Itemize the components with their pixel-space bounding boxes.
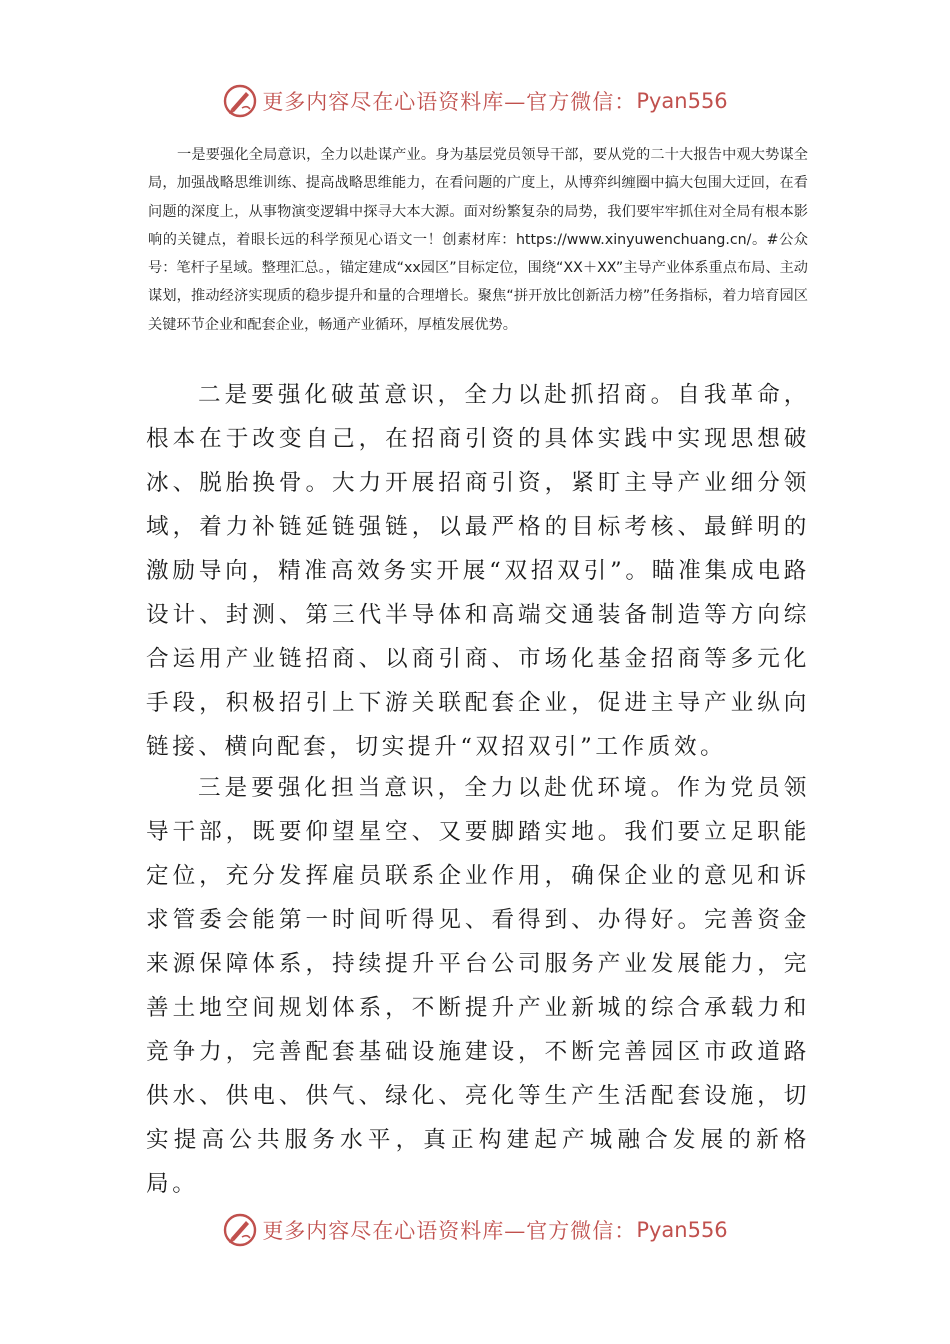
pen-logo-icon <box>222 83 258 119</box>
paragraph-3: 三是要强化担当意识，全力以赴优环境。作为党员领导干部，既要仰望星空、又要脚踏实地。我们要立足职能定位，充分发挥雇员联系企业作用，确保企业的意见和诉求管委会能第一时间听得见、看得到、办得好。完善资金来源保障体系，持续提升平台公司服务产业发展能力，完善土地空间规划体系，不断提升产业新城的综合承载力和竞争力，完善配套基础设施建设，不断完善园区市政道路供水、供电、供气、绿化、亮化等生产生活配套设施，切实提高公共服务水平，真正构建起产城融合发展的新格局。 <box>146 775 810 1197</box>
banner-text: 更多内容尽在心语资料库—官方微信： <box>262 1219 637 1243</box>
pen-logo-icon <box>222 1212 258 1248</box>
banner-wechat-id: Pyan556 <box>636 1218 728 1242</box>
paragraph-2: 二是要强化破茧意识，全力以赴抓招商。自我革命，根本在于改变自己，在招商引资的具体实践中实现思想破冰、脱胎换骨。大力开展招商引资，紧盯主导产业细分领域，着力补链延链强链，以最严格的目标考核、最鲜明的激励导向，精准高效务实开展“双招双引”。瞄准集成电路设计、封测、第三代半导体和高端交通装备制造等方向综合运用产业链招商、以商引商、市场化基金招商等多元化手段，积极招引上下游关联配套企业，促进主导产业纵向链接、横向配套，切实提升“双招双引”工作质效。 <box>146 382 810 760</box>
footer-banner <box>0 1208 950 1252</box>
header-banner <box>0 79 950 123</box>
paragraph-1: 一是要强化全局意识，全力以赴谋产业。身为基层党员领导干部，要从党的二十大报告中观大势谋全局，加强战略思维训练、提高战略思维能力，在看问题的广度上，从博弈纠缠圈中搞大包围大迂回，在看问题的深度上，从事物演变逻辑中探寻大本大源。面对纷繁复杂的局势，我们要牢牢抓住对全局有根本影响的关键点，着眼长远的科学预见心语文一！创素材库：https://www.xinyuwenchuang.cn/。#公众号：笔杆子星域。整理汇总。，锚定建成“xx园区”目标定位，围绕“XX＋XX”主导产业体系重点布局、主动谋划，推动经济实现质的稳步提升和量的合理增长。聚焦“拼开放比创新活力榜”任务指标，着力培育园区关键环节企业和配套企业，畅通产业循环，厚植发展优势。 <box>148 147 808 333</box>
banner-text: 更多内容尽在心语资料库—官方微信： <box>262 90 637 114</box>
banner-wechat-id: Pyan556 <box>636 89 728 113</box>
